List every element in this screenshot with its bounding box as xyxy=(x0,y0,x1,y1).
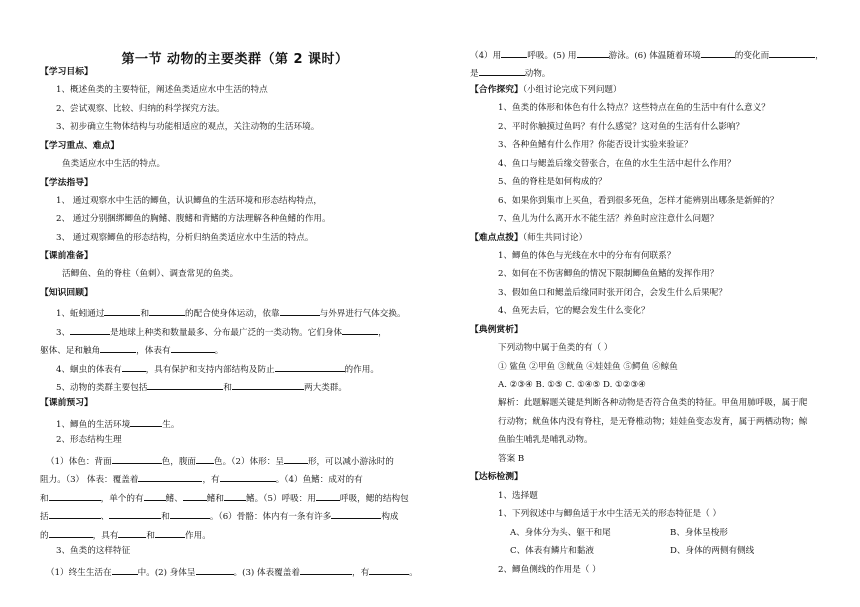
line-text: ，具有 xyxy=(92,531,119,541)
line-text: ，有 xyxy=(202,475,220,485)
line-text: 鳍。（5）呼吸：用 xyxy=(246,494,316,504)
line-text: 。(3) 体表覆盖着 xyxy=(233,568,300,578)
fill-in-line xyxy=(56,361,379,376)
line-text: （1）终生生活在 xyxy=(46,568,112,578)
answer-blank[interactable] xyxy=(155,527,185,538)
answer-blank[interactable] xyxy=(275,361,345,372)
text-line: D、身体的两侧有侧线 xyxy=(670,546,755,556)
fill-in-line xyxy=(56,305,406,320)
answer-blank[interactable] xyxy=(70,324,110,335)
line-text: ，单个的有 xyxy=(100,494,144,504)
answer-blank[interactable] xyxy=(104,305,140,316)
text-line: 答案 B xyxy=(498,454,525,464)
fill-in-line xyxy=(56,324,387,339)
answer-blank[interactable] xyxy=(112,564,138,575)
text-line: C、体表有鳞片和黏液 xyxy=(510,546,594,556)
answer-blank[interactable] xyxy=(144,490,166,501)
text-line: 鱼胎生哺乳是哺乳动物。 xyxy=(498,435,593,445)
line-text: 1、鲫鱼的生活环境 xyxy=(56,420,131,430)
line-text: 。 xyxy=(409,568,418,578)
section-heading-note: （师生共同讨论） xyxy=(522,233,588,243)
line-text: ， xyxy=(815,51,824,61)
line-text: 括 xyxy=(40,512,49,522)
fill-in-line xyxy=(40,490,409,505)
line-text: 和 xyxy=(146,531,156,541)
line-text: 动物。 xyxy=(524,69,551,79)
text-line: 2、尝试观察、比较、归纳的科学探究方法。 xyxy=(56,104,225,114)
fill-in-line xyxy=(40,471,363,486)
line-text: 鳍和 xyxy=(206,494,224,504)
line-text: 两大类群。 xyxy=(304,383,347,393)
fill-in-line xyxy=(40,342,223,357)
line-text: （1）体色：背面 xyxy=(46,457,112,467)
text-line: 3、 通过观察鲫鱼的形态结构，分析归纳鱼类适应水中生活的特点。 xyxy=(56,233,314,243)
line-text: 、 xyxy=(100,512,110,522)
answer-blank[interactable] xyxy=(369,564,409,575)
text-line: 2、如何在不伤害鲫鱼的情况下限制鲫鱼鱼鳍的发挥作用？ xyxy=(498,269,719,279)
line-text: 作用。 xyxy=(185,531,211,541)
line-text: 呼吸。(5) 用 xyxy=(527,51,577,61)
text-line: 3、各种鱼鳍有什么作用？你能否设计实验来验证？ xyxy=(498,140,693,150)
text-line: 2、 通过分别捆绑鲫鱼的胸鳍、腹鳍和背鳍的方法理解各种鱼鳍的作用。 xyxy=(56,214,331,224)
text-line: 2、鲫鱼侧线的作用是（ ） xyxy=(498,565,601,575)
line-text: 和 xyxy=(161,512,170,522)
answer-blank[interactable] xyxy=(284,453,308,464)
text-line: 6、如果你到集市上买鱼，看到很多死鱼，怎样才能辨别出哪条是新鲜的？ xyxy=(498,196,779,206)
text-line: 2、形态结构生理 xyxy=(56,435,122,445)
answer-blank[interactable] xyxy=(342,324,378,335)
text-line: 3、初步确立生物体结构与功能相适应的观点，关注动物的生活环境。 xyxy=(56,122,320,132)
line-text: 鳍、 xyxy=(165,494,183,504)
line-text: ，有 xyxy=(351,568,370,578)
fill-in-line xyxy=(46,453,394,468)
answer-blank[interactable] xyxy=(501,47,527,58)
line-text: 是 xyxy=(470,69,479,79)
answer-blank[interactable] xyxy=(196,453,214,464)
text-line: A. ②③④ B. ①⑤ C. ①④⑤ D. ①②③④ xyxy=(498,380,646,390)
line-text: 1、蚯蚓通过 xyxy=(56,309,105,319)
answer-blank[interactable] xyxy=(49,508,101,519)
text-line: 7、鱼儿为什么离开水不能生活？养鱼时应注意什么问题？ xyxy=(498,214,719,224)
section-heading xyxy=(470,232,587,244)
answer-blank[interactable] xyxy=(331,508,381,519)
answer-blank[interactable] xyxy=(224,490,246,501)
answer-blank[interactable] xyxy=(100,342,136,353)
line-text: 阻力。（3） 体表：覆盖着 xyxy=(40,475,139,485)
text-line: 3、假如鱼口和鳃盖后缘同时张开闭合，会发生什么后果呢？ xyxy=(498,288,727,298)
line-text: 3、 xyxy=(56,328,71,338)
line-text: 的作用。 xyxy=(344,365,379,375)
answer-blank[interactable] xyxy=(118,527,146,538)
answer-blank[interactable] xyxy=(316,490,340,501)
line-text: 。 xyxy=(214,346,224,356)
line-text: 的变化而 xyxy=(734,51,770,61)
text-line: 行动物；鱿鱼体内没有脊柱，是无脊椎动物；娃娃鱼变态发育，属于两栖动物；鲸 xyxy=(498,417,808,427)
line-text: 和 xyxy=(140,309,150,319)
answer-blank[interactable] xyxy=(171,342,215,353)
answer-blank[interactable] xyxy=(577,47,609,58)
answer-blank[interactable] xyxy=(701,47,735,58)
answer-blank[interactable] xyxy=(196,564,234,575)
fill-in-line xyxy=(40,527,211,542)
line-text: 色。（2）体形：呈 xyxy=(214,457,284,467)
line-text: 。（4）鱼鳍：成对的有 xyxy=(275,475,363,485)
text-line: 3、鱼类的这样特征 xyxy=(56,546,131,556)
fill-in-line xyxy=(56,379,347,394)
answer-blank[interactable] xyxy=(280,305,320,316)
answer-blank[interactable] xyxy=(300,564,352,575)
text-line: 解析：此题解题关键是判断各种动物是否符合鱼类的特征。甲鱼用肺呼吸，属于爬 xyxy=(498,398,808,408)
text-line: 活鲫鱼、鱼的脊柱（鱼刺）、调查常见的鱼类。 xyxy=(62,269,239,279)
answer-blank[interactable] xyxy=(49,490,101,501)
answer-blank[interactable] xyxy=(122,361,146,372)
answer-blank[interactable] xyxy=(138,471,202,482)
line-text: 4、蛔虫的体表有 xyxy=(56,365,122,375)
section-heading: 【学习目标】 xyxy=(40,67,93,77)
fill-in-line xyxy=(40,508,399,523)
answer-blank[interactable] xyxy=(149,305,185,316)
section-heading: 【课前预习】 xyxy=(40,398,93,408)
page-title: 第一节 动物的主要类群（第 2 课时） xyxy=(121,52,349,67)
line-text: 生。 xyxy=(162,420,180,430)
answer-blank[interactable] xyxy=(170,508,210,519)
fill-in-line xyxy=(46,564,418,579)
text-line: 鱼类适应水中生活的特点。 xyxy=(62,159,166,169)
line-text: 和 xyxy=(40,494,49,504)
answer-blank[interactable] xyxy=(109,508,161,519)
line-text: 形，可以减小游泳时的 xyxy=(307,457,394,467)
fill-in-line xyxy=(470,47,824,62)
line-text: 和 xyxy=(223,383,233,393)
text-line: 1、鱼类的体形和体色有什么特点？这些特点在鱼的生活中有什么意义？ xyxy=(498,103,770,113)
line-text: 中。(2) 身体呈 xyxy=(137,568,196,578)
line-text: 的 xyxy=(40,531,49,541)
line-text: 。（6）骨骼：体内有一条有许多 xyxy=(209,512,332,522)
answer-blank[interactable] xyxy=(220,471,276,482)
line-text: 色，腹面 xyxy=(161,457,197,467)
line-text: （4）用 xyxy=(470,51,502,61)
section-heading: 【学法指导】 xyxy=(40,178,93,188)
line-text: 游泳。(6) 体温随着环境 xyxy=(608,51,701,61)
line-text: ， xyxy=(378,328,387,338)
section-heading-label: 【难点点拨】 xyxy=(470,233,523,243)
text-line: 4、鱼死去后，它的鳃会发生什么变化？ xyxy=(498,306,650,316)
section-heading: 【学习重点、难点】 xyxy=(40,141,120,151)
text-line: 1、概述鱼类的主要特征，阐述鱼类适应水中生活的特点 xyxy=(56,85,268,95)
line-text: 与外界进行气体交换。 xyxy=(319,309,406,319)
text-line: 1、选择题 xyxy=(498,491,538,501)
section-heading: 【达标检测】 xyxy=(470,472,523,482)
line-text: 5、动物的类群主要包括 xyxy=(56,383,148,393)
text-line: 1、鲫鱼的体色与光线在水中的分布有何联系？ xyxy=(498,251,676,261)
text-line: 下列动物中属于鱼类的有（ ） xyxy=(498,343,613,353)
fill-in-line xyxy=(56,416,179,431)
line-text: 的配合使身体运动，依靠 xyxy=(185,309,280,319)
answer-blank[interactable] xyxy=(147,379,223,390)
line-text: ，具有保护和支持内部结构及防止 xyxy=(145,365,275,375)
section-heading: 【典例赏析】 xyxy=(470,325,523,335)
text-line: 5、鱼的脊柱是如何构成的？ xyxy=(498,177,607,187)
answer-blank[interactable] xyxy=(769,47,815,58)
answer-blank[interactable] xyxy=(232,379,304,390)
line-text: 是地球上种类和数量最多、分布最广泛的一类动物。它们身体 xyxy=(110,328,343,338)
line-text: ，体表有 xyxy=(136,346,171,356)
line-text: 躯体、足和触角 xyxy=(40,346,101,356)
section-heading: 【知识回顾】 xyxy=(40,288,93,298)
answer-blank[interactable] xyxy=(479,65,525,76)
answer-blank[interactable] xyxy=(49,527,93,538)
text-line: 1、下列叙述中与鲫鱼适于水中生活无关的形态特征是（ ） xyxy=(498,509,722,519)
text-line: ① 鲨鱼 ②甲鱼 ③鱿鱼 ④娃娃鱼 ⑤鳄鱼 ⑥鲸鱼 xyxy=(498,362,678,372)
line-text: 构成 xyxy=(381,512,399,522)
answer-blank[interactable] xyxy=(112,453,162,464)
section-heading: 【课前准备】 xyxy=(40,251,93,261)
text-line: B、身体呈梭形 xyxy=(670,528,728,538)
text-line: 1、 通过观察水中生活的鲫鱼，认识鲫鱼的生活环境和形态结构特点， xyxy=(56,196,323,206)
answer-blank[interactable] xyxy=(183,490,207,501)
fill-in-line xyxy=(470,65,550,80)
text-line: A、身体分为头、躯干和尾 xyxy=(510,528,611,538)
text-line: 4、鱼口与鳃盖后缘交替张合，在鱼的水生生活中起什么作用？ xyxy=(498,159,736,169)
line-text: 呼吸，鳃的结构包 xyxy=(339,494,409,504)
text-line: 2、平时你触摸过鱼吗？有什么感觉？这对鱼的生活有什么影响？ xyxy=(498,122,745,132)
section-heading xyxy=(470,84,622,96)
answer-blank[interactable] xyxy=(130,416,162,427)
section-heading-label: 【合作探究】 xyxy=(470,85,523,95)
section-heading-note: （小组讨论完成下列问题） xyxy=(522,85,622,95)
